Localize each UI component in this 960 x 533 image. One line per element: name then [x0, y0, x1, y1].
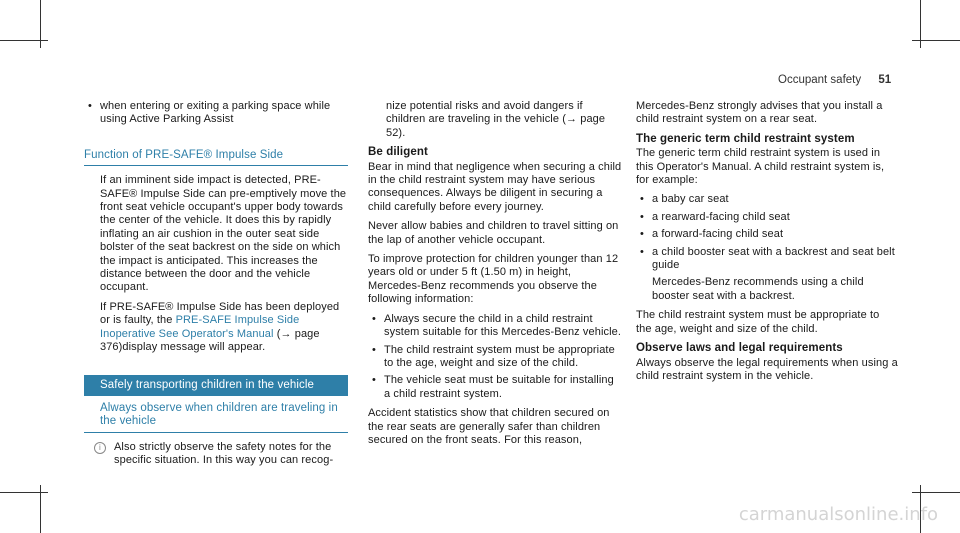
column-1: [84, 100, 348, 468]
heading: The generic term child restraint system: [636, 132, 855, 145]
list-item: • Always secure the child in a child restraint system suitable for this Mercedes-Benz vehicle.: [372, 312, 622, 339]
bullet-icon: •: [372, 343, 376, 356]
bullet-icon: •: [372, 312, 376, 325]
list-item: • a baby car seat: [640, 193, 729, 206]
running-header: [778, 74, 891, 86]
list-item: • when entering or exiting a parking space while using Active Parking Assist: [88, 100, 331, 126]
list-item: • a forward-facing child seat: [640, 228, 784, 241]
subsection-heading: Always observe when children are traveling in the vehicle: [84, 402, 348, 433]
paragraph: Mercedes-Benz strongly advises that you install a child restraint system on a rear seat.: [636, 100, 883, 126]
heading: Observe laws and legal requirements: [636, 342, 843, 355]
list-item: • a child booster seat with a backrest and seat belt guide Mercedes-Benz recommends using a child booster seat with a backrest.: [636, 246, 898, 304]
display-message-link[interactable]: PRE-SAFE Impulse Side Inoperative See Operator's Manual: [100, 314, 300, 340]
bullet-icon: •: [88, 100, 92, 112]
paragraph: nize potential risks and avoid dangers if children are traveling in the vehicle (→ page 52).: [386, 100, 606, 139]
list-item-note: Mercedes-Benz recommends using a child booster seat with a backrest.: [652, 276, 864, 302]
section-title: Occupant safety: [778, 74, 862, 86]
bullet-icon: •: [640, 245, 644, 258]
page-number: 51: [878, 74, 892, 86]
bullet-icon: •: [640, 193, 644, 206]
paragraph: Bear in mind that negligence when securing a child in the child restraint system may have serious consequences. Always be diligent in securing a child carefully before every journey.: [368, 160, 622, 213]
info-icon: i: [94, 442, 106, 454]
column-2: [368, 100, 622, 453]
crop-mark: [912, 40, 960, 41]
bullet-list: [636, 193, 898, 303]
info-note: i Also strictly observe the safety notes for the specific situation. In this way you can recog-: [84, 441, 348, 468]
bullet-list: [84, 100, 348, 127]
list-item: • a rearward-facing child seat: [640, 210, 790, 223]
paragraph: Accident statistics show that children secured on the rear seats are generally safer than children secured on the front seats. For this reason,: [368, 407, 610, 446]
watermark: carmanualsonline.info: [738, 504, 938, 525]
column-3: [636, 100, 898, 389]
paragraph: The child restraint system must be appropriate to the age, weight and size of the child.: [636, 309, 880, 335]
list-item: • The vehicle seat must be suitable for installing a child restraint system.: [372, 374, 614, 400]
paragraph: Never allow babies and children to travel sitting on the lap of another vehicle occupant.: [368, 220, 619, 246]
paragraph: If an imminent side impact is detected, PRE-SAFE® Impulse Side can pre-emptively move the front seat vehicle occupant's upper body towards the center of the vehicle. It does this by rapidly inflating an air cushion in the outer seat side bolster of the seat backrest on the side on which the impact is anticipated. This increases the distance between the door and the vehicle occupant.: [100, 174, 347, 294]
paragraph: Always observe the legal requirements when using a child restraint system in the vehicle.: [636, 356, 898, 382]
paragraph: The generic term child restraint system is used in this Operator's Manual. A child restraint system is, for example:: [636, 147, 885, 187]
paragraph: If PRE-SAFE® Impulse Side has been deployed or is faulty, the PRE-SAFE Impulse Side Inoperative See Operator's Manual (→ page 376)display message will appear.: [100, 300, 340, 354]
bullet-list: [368, 313, 622, 401]
crop-mark: [0, 40, 48, 41]
bullet-icon: •: [640, 228, 644, 241]
crop-mark: [0, 492, 48, 493]
crop-mark: [912, 492, 960, 493]
bullet-icon: •: [372, 374, 376, 387]
list-item: • The child restraint system must be appropriate to the age, weight and size of the child.: [372, 343, 615, 369]
heading: Be diligent: [368, 146, 428, 159]
chapter-band: Safely transporting children in the vehicle: [84, 375, 348, 396]
paragraph: To improve protection for children younger than 12 years old or under 5 ft (1.50 m) in height, Mercedes-Benz recommends you observe the following information:: [368, 253, 619, 306]
bullet-icon: •: [640, 210, 644, 223]
section-heading: Function of PRE-SAFE® Impulse Side: [84, 149, 348, 166]
